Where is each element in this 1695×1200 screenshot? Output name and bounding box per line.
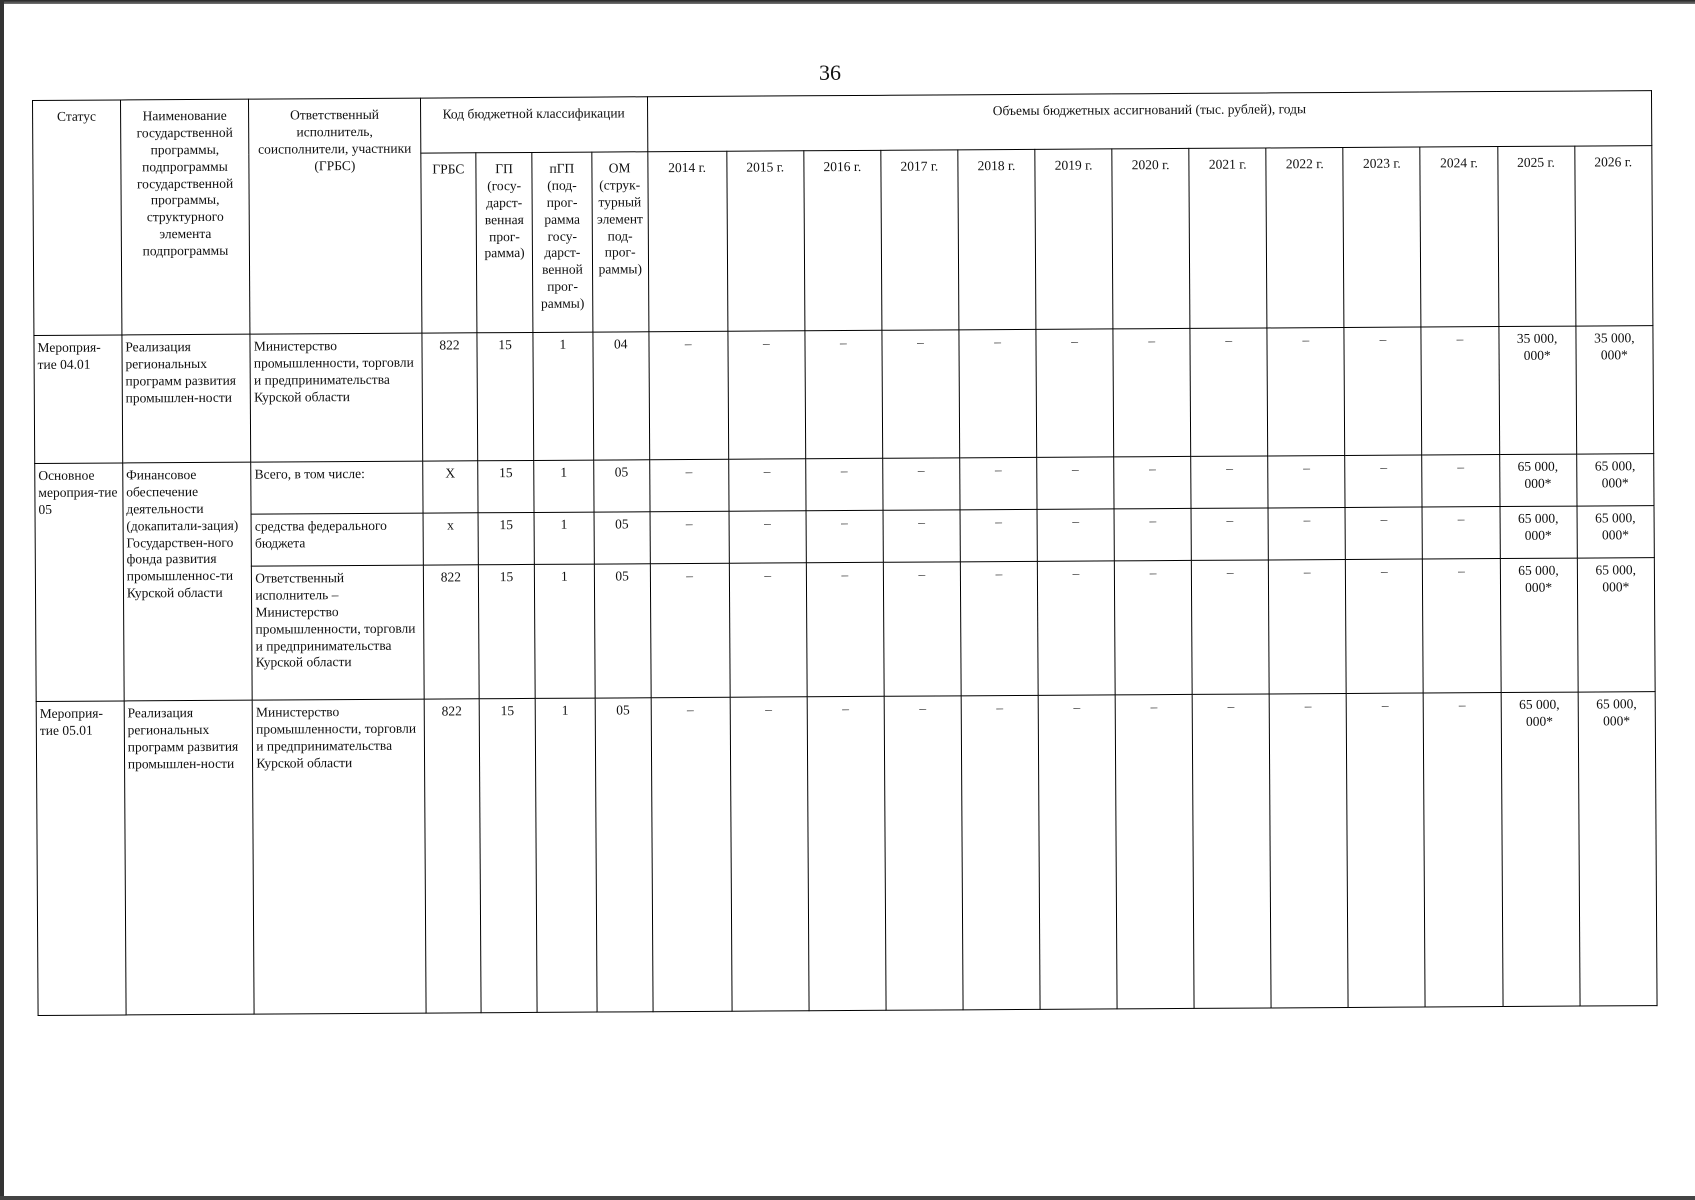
value-cell: – xyxy=(650,563,730,697)
header-executor: Ответственный исполнитель, соисполнители, участники (ГРБС) xyxy=(249,98,422,334)
header-grbs: ГРБС xyxy=(420,153,477,333)
value-cell: – xyxy=(1192,694,1271,1008)
grbs-cell: 822 xyxy=(423,565,479,699)
value-cell: – xyxy=(1115,560,1193,694)
value-cell: – xyxy=(1037,457,1114,509)
value-cell: – xyxy=(1113,328,1191,456)
value-cell: – xyxy=(883,510,960,562)
value-cell: – xyxy=(1424,693,1503,1007)
budget-sheet xyxy=(32,90,1658,1075)
header-year: 2016 г. xyxy=(804,150,882,330)
value-cell: – xyxy=(728,331,806,459)
value-cell: 65 000, 000* xyxy=(1576,454,1654,506)
om-cell: 04 xyxy=(593,332,649,460)
pgp-cell: 1 xyxy=(535,698,597,1012)
table-header xyxy=(33,91,1653,336)
header-gp: ГП (госу-дарст-венная прог-рамма) xyxy=(476,152,533,332)
value-cell: – xyxy=(1191,508,1268,560)
value-cell: 65 000, 000* xyxy=(1499,454,1576,506)
value-cell: – xyxy=(1345,455,1422,507)
value-cell: – xyxy=(1114,508,1191,560)
value-cell: – xyxy=(883,562,961,696)
value-cell: 35 000, 000* xyxy=(1576,326,1654,454)
header-code-group: Код бюджетной классификации xyxy=(420,97,647,153)
grbs-cell: х xyxy=(423,513,479,565)
header-year: 2026 г. xyxy=(1574,146,1652,326)
table-row xyxy=(36,692,1657,1016)
value-cell: – xyxy=(1345,507,1422,559)
value-cell: 65 000, 000* xyxy=(1501,692,1580,1006)
executor-cell: Ответственный исполнитель – Министерство промышленности, торговли и предпринимательства Курской области xyxy=(252,565,424,700)
gp-cell: 15 xyxy=(479,564,535,698)
value-cell: 65 000, 000* xyxy=(1500,558,1578,692)
pgp-cell: 1 xyxy=(534,512,594,564)
pgp-cell: 1 xyxy=(533,332,594,460)
pgp-cell: 1 xyxy=(534,460,594,512)
value-cell: – xyxy=(1346,559,1424,693)
value-cell: 65 000, 000* xyxy=(1500,506,1577,558)
value-cell: – xyxy=(1191,456,1268,508)
budget-table xyxy=(32,90,1658,1016)
scan-edge-left xyxy=(0,0,4,1200)
value-cell: – xyxy=(1267,327,1345,455)
value-cell: – xyxy=(960,561,1038,695)
value-cell: – xyxy=(650,511,730,563)
value-cell: – xyxy=(651,697,732,1011)
value-cell: – xyxy=(960,509,1037,561)
header-pgp: пГП (под-прог-рамма госу-дарст-венной прог-раммы) xyxy=(532,152,593,332)
om-cell: 05 xyxy=(595,698,653,1012)
header-year: 2022 г. xyxy=(1266,147,1344,327)
table-row xyxy=(35,558,1655,702)
header-year: 2024 г. xyxy=(1420,147,1498,327)
value-cell: – xyxy=(806,562,884,696)
value-cell: – xyxy=(1037,561,1115,695)
value-cell: – xyxy=(1115,694,1194,1008)
value-cell: – xyxy=(649,459,729,511)
value-cell: – xyxy=(1344,327,1422,455)
status-cell: Мероприя-тие 04.01 xyxy=(34,335,123,464)
value-cell: – xyxy=(1269,693,1348,1007)
gp-cell: 15 xyxy=(477,332,533,460)
value-cell: – xyxy=(807,696,886,1010)
header-year: 2023 г. xyxy=(1343,147,1421,327)
value-cell: – xyxy=(883,458,960,510)
value-cell: – xyxy=(1347,693,1426,1007)
header-year: 2017 г. xyxy=(881,150,959,330)
value-cell: – xyxy=(1423,559,1501,693)
value-cell: – xyxy=(1114,456,1191,508)
scan-edge-bottom xyxy=(0,1196,1695,1200)
gp-cell: 15 xyxy=(478,512,534,564)
name-cell: Реализация региональных программ развития промышлен-ности xyxy=(122,334,251,463)
value-cell: – xyxy=(729,511,806,563)
value-cell: 35 000, 000* xyxy=(1498,326,1576,454)
header-year: 2015 г. xyxy=(727,151,805,331)
value-cell: – xyxy=(884,696,963,1010)
header-year: 2020 г. xyxy=(1112,148,1190,328)
header-year: 2018 г. xyxy=(958,149,1036,329)
header-program-name: Наименование государственной программы, подпрограммы государственной программы, структурного элемента подпрограммы xyxy=(120,99,250,335)
header-om: ОМ (струк-турный элемент под-прог-раммы) xyxy=(592,152,649,332)
executor-cell: Министерство промышленности, торговли и предпринимательства Курской области xyxy=(252,699,425,1014)
value-cell: – xyxy=(1421,327,1499,455)
executor-cell: Министерство промышленности, торговли и предпринимательства Курской области xyxy=(250,333,422,462)
executor-cell: Всего, в том числе: xyxy=(251,461,423,514)
value-cell: – xyxy=(1036,329,1114,457)
gp-cell: 15 xyxy=(478,460,534,512)
value-cell: 65 000, 000* xyxy=(1578,692,1657,1006)
om-cell: 05 xyxy=(594,460,650,512)
header-year: 2019 г. xyxy=(1035,149,1113,329)
grbs-cell: 822 xyxy=(424,699,482,1013)
value-cell: – xyxy=(1422,507,1499,559)
value-cell: – xyxy=(1190,328,1268,456)
value-cell: – xyxy=(648,331,728,459)
name-cell: Финансовое обеспечение деятельности (докапитали-зация) Государствен-ного фонда развития промышленнос-ти Курской области xyxy=(123,462,253,701)
value-cell: – xyxy=(1037,509,1114,561)
header-status: Статус xyxy=(33,100,122,336)
page-number: 36 xyxy=(819,60,841,85)
om-cell: 05 xyxy=(594,512,650,564)
executor-cell: средства федерального бюджета xyxy=(251,513,423,566)
value-cell: – xyxy=(806,458,883,510)
status-cell: Основное мероприя-тие 05 xyxy=(35,463,124,702)
grbs-cell: 822 xyxy=(422,333,478,461)
value-cell: – xyxy=(961,695,1040,1009)
value-cell: – xyxy=(728,459,805,511)
value-cell: – xyxy=(960,457,1037,509)
value-cell: – xyxy=(805,330,883,458)
value-cell: 65 000, 000* xyxy=(1577,506,1655,558)
header-year: 2025 г. xyxy=(1497,146,1575,326)
value-cell: – xyxy=(806,510,883,562)
value-cell: – xyxy=(1422,455,1499,507)
gp-cell: 15 xyxy=(479,698,537,1012)
value-cell: – xyxy=(1269,559,1347,693)
om-cell: 05 xyxy=(594,564,650,698)
name-cell: Реализация региональных программ развития промышлен-ности xyxy=(124,700,254,1015)
table-row xyxy=(34,326,1654,464)
value-cell: 65 000, 000* xyxy=(1577,558,1655,692)
pgp-cell: 1 xyxy=(534,564,595,698)
grbs-cell: Х xyxy=(422,461,478,513)
value-cell: – xyxy=(1268,507,1345,559)
value-cell: – xyxy=(730,697,809,1011)
value-cell: – xyxy=(1038,695,1117,1009)
header-year: 2014 г. xyxy=(647,151,727,331)
value-cell: – xyxy=(729,563,807,697)
value-cell: – xyxy=(1268,455,1345,507)
header-volumes-group: Объемы бюджетных ассигнований (тыс. рублей), годы xyxy=(647,91,1652,152)
value-cell: – xyxy=(959,329,1037,457)
value-cell: – xyxy=(1192,560,1270,694)
scan-edge-top xyxy=(0,0,1695,4)
table-body xyxy=(34,326,1657,1016)
value-cell: – xyxy=(882,330,960,458)
header-year: 2021 г. xyxy=(1189,148,1267,328)
status-cell: Мероприя-тие 05.01 xyxy=(36,701,126,1016)
